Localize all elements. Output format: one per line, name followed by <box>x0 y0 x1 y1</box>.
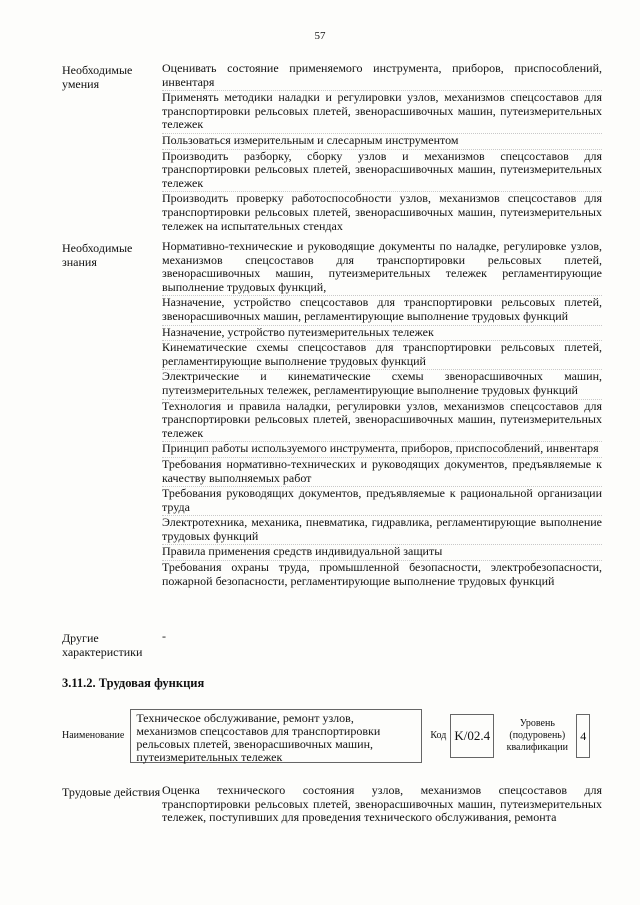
other-section <box>62 630 602 659</box>
action-item: Оценка технического состояния узлов, механизмов спецсоставов для транспортировки рельсовых плетей, звенорасшивочных машин, путеизмерительных тележек, поступивших для проведения технического обслуживания, ремонта <box>162 783 602 825</box>
skills-section <box>62 62 602 234</box>
function-level-label: Уровень (подуровень) квалификации <box>506 718 568 753</box>
actions-list <box>162 784 602 826</box>
knowledge-item: Электрические и кинематические схемы звенорасшивочных машин, путеизмерительных тележек, регламентирующие выполнение трудовых функций <box>162 370 602 399</box>
skills-row <box>62 62 602 234</box>
knowledge-item: Принцип работы используемого инструмента, приборов, приспособлений, инвентаря <box>162 442 602 458</box>
skills-list <box>162 62 602 234</box>
function-code-label: Код <box>430 730 447 741</box>
knowledge-item: Кинематические схемы спецсоставов для транспортировки рельсовых плетей, регламентирующие выполнение трудовых функций <box>162 341 602 370</box>
page-number: 57 <box>314 30 326 42</box>
knowledge-row <box>62 240 602 589</box>
knowledge-item: Технология и правила наладки, регулировки узлов, механизмов спецсоставов для транспортировки рельсовых плетей, звенорасшивочных машин, путеизмерительных тележек <box>162 400 602 443</box>
skill-item: Производить разборку, сборку узлов и механизмов спецсоставов для транспортировки рельсовых плетей, звенорасшивочных машин, путеизмерительных тележек <box>162 150 602 193</box>
other-value: - <box>162 629 166 643</box>
knowledge-item: Правила применения средств индивидуальной защиты <box>162 545 602 561</box>
function-level-value: 4 <box>576 714 590 758</box>
knowledge-section <box>62 240 602 589</box>
knowledge-item: Назначение, устройство путеизмерительных тележек <box>162 326 602 342</box>
skill-item: Пользоваться измерительным и слесарным инструментом <box>162 134 602 150</box>
knowledge-item: Требования нормативно-технических и руководящих документов, предъявляемые к качеству выполняемых работ <box>162 458 602 487</box>
knowledge-list <box>162 240 602 589</box>
skill-item: Оценивать состояние применяемого инструмента, приборов, приспособлений, инвентаря <box>162 62 602 91</box>
other-row <box>62 630 602 659</box>
actions-label: Трудовые действия <box>62 785 161 799</box>
function-name-label: Наименование <box>62 730 125 741</box>
skill-item: Производить проверку работоспособности узлов, механизмов спецсоставов для транспортировки рельсовых плетей, звенорасшивочных машин, путеизмерительных тележек на испытательных стендах <box>162 191 602 233</box>
knowledge-label: Необходимые знания <box>62 241 133 269</box>
section-title: 3.11.2. Трудовая функция <box>62 676 205 690</box>
function-code-value: K/02.4 <box>450 714 494 758</box>
knowledge-item: Требования охраны труда, промышленной безопасности, электробезопасности, пожарной безопасности, регламентирующие выполнение трудовых функций <box>162 560 602 588</box>
function-table <box>62 706 608 766</box>
knowledge-item: Назначение, устройство спецсоставов для транспортировки рельсовых плетей, звенорасшивочных машин, регламентирующие выполнение трудовых функций <box>162 296 602 325</box>
other-list <box>162 630 602 659</box>
actions-section <box>62 784 602 826</box>
knowledge-item: Нормативно-технические и руководящие документы по наладке, регулировке узлов, механизмов спецсоставов для транспортировки рельсовых плетей, звенорасшивочных машин, путеизмерительных тележек регламентирующие выполнение трудовых функций, <box>162 240 602 296</box>
function-name-value: Техническое обслуживание, ремонт узлов, механизмов спецсоставов для транспортировки рельсовых плетей, звенорасшивочных машин, путеизмерительных тележек <box>130 709 422 763</box>
knowledge-item: Электротехника, механика, пневматика, гидравлика, регламентирующие выполнение трудовых функций <box>162 516 602 545</box>
skills-label: Необходимые умения <box>62 63 133 91</box>
skill-item: Применять методики наладки и регулировки узлов, механизмов спецсоставов для транспортировки рельсовых плетей, звенорасшивочных машин, путеизмерительных тележек <box>162 91 602 134</box>
actions-row <box>62 784 602 826</box>
knowledge-item: Требования руководящих документов, предъявляемые к рациональной организации труда <box>162 487 602 516</box>
other-label: Другие характеристики <box>62 631 143 659</box>
